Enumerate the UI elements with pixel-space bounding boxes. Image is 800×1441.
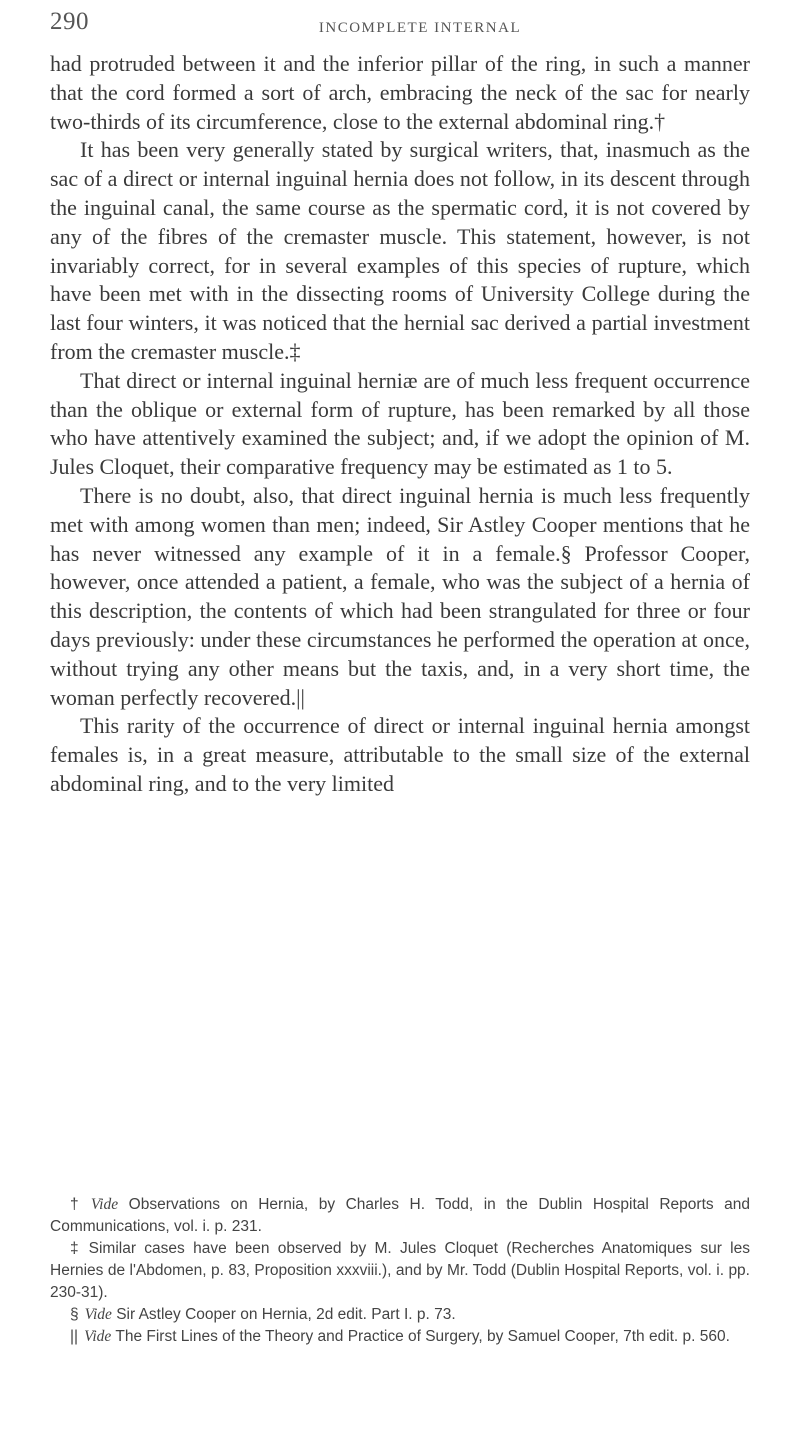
footnote-mark: § xyxy=(70,1306,79,1323)
footnotes xyxy=(50,1194,750,1348)
body-text xyxy=(50,50,750,799)
paragraph-1: had protruded between it and the inferior pillar of the ring, in such a manner that the cord formed a sort of arch, embracing the neck of the sac for nearly two-thirds of its circumference, close to the external abdominal ring.† xyxy=(50,51,750,134)
paragraph-4: There is no doubt, also, that direct inguinal hernia is much less frequently met with among women than men; indeed, Sir Astley Cooper mentions that he has never witnessed any example of it in a female.§ Professor Cooper, however, once attended a patient, a female, who was the subject of a hernia of this description, the contents of which had been strangulated for three or four days previously: under these circumstances he performed the operation at once, without trying any other means but the taxis, and, in a very short time, the woman perfectly recovered.|| xyxy=(50,482,750,710)
footnote-text: The First Lines of the Theory and Practice of Surgery, by Samuel Cooper, 7th edit. p. 560. xyxy=(115,1328,730,1345)
footnote-text: Similar cases have been observed by M. Jules Cloquet (Recherches Anatomiques sur les Hernies de l'Abdomen, p. 83, Proposition xxxviii.), and by Mr. Todd (Dublin Hospital Reports, vol. i. pp. 230-31). xyxy=(50,1240,750,1301)
footnote-parallel xyxy=(50,1326,750,1348)
footnote-text: Observations on Hernia, by Charles H. Todd, in the Dublin Hospital Reports and Communications, vol. i. p. 231. xyxy=(50,1196,751,1235)
footnote-dagger xyxy=(50,1194,750,1238)
footnote-vide: Vide xyxy=(84,1306,112,1323)
footnote-vide: Vide xyxy=(90,1196,119,1213)
footnote-mark: ‡ xyxy=(70,1240,83,1257)
footnote-mark: || xyxy=(70,1328,79,1345)
paragraph-3: That direct or internal inguinal herniæ are of much less frequent occurrence than the oblique or external form of rupture, has been remarked by all those who have attentively examined the subject; and, if we adopt the opinion of M. Jules Cloquet, their comparative frequency may be estimated as 1 to 5. xyxy=(50,367,750,480)
paragraph-5: This rarity of the occurrence of direct or internal inguinal hernia amongst females is, in a great measure, attributable to the small size of the external abdominal ring, and to the very limited xyxy=(50,713,750,796)
footnote-section xyxy=(50,1304,750,1326)
page-number: 290 xyxy=(50,8,89,35)
footnote-text: Sir Astley Cooper on Hernia, 2d edit. Part I. p. 73. xyxy=(116,1306,456,1323)
footnote-vide: Vide xyxy=(84,1328,112,1345)
running-head: INCOMPLETE INTERNAL xyxy=(318,20,522,36)
footnote-double-dagger xyxy=(50,1238,750,1304)
footnote-mark: † xyxy=(70,1196,85,1213)
paragraph-2: It has been very generally stated by surgical writers, that, inasmuch as the sac of a direct or internal inguinal hernia does not follow, in its descent through the inguinal canal, the same course as the spermatic cord, it is not covered by any of the fibres of the cremaster muscle. This statement, however, is not invariably correct, for in several examples of this species of rupture, which have been met with in the dissecting rooms of University College during the last four winters, it was noticed that the hernial sac derived a partial investment from the cremaster muscle.‡ xyxy=(50,137,750,364)
